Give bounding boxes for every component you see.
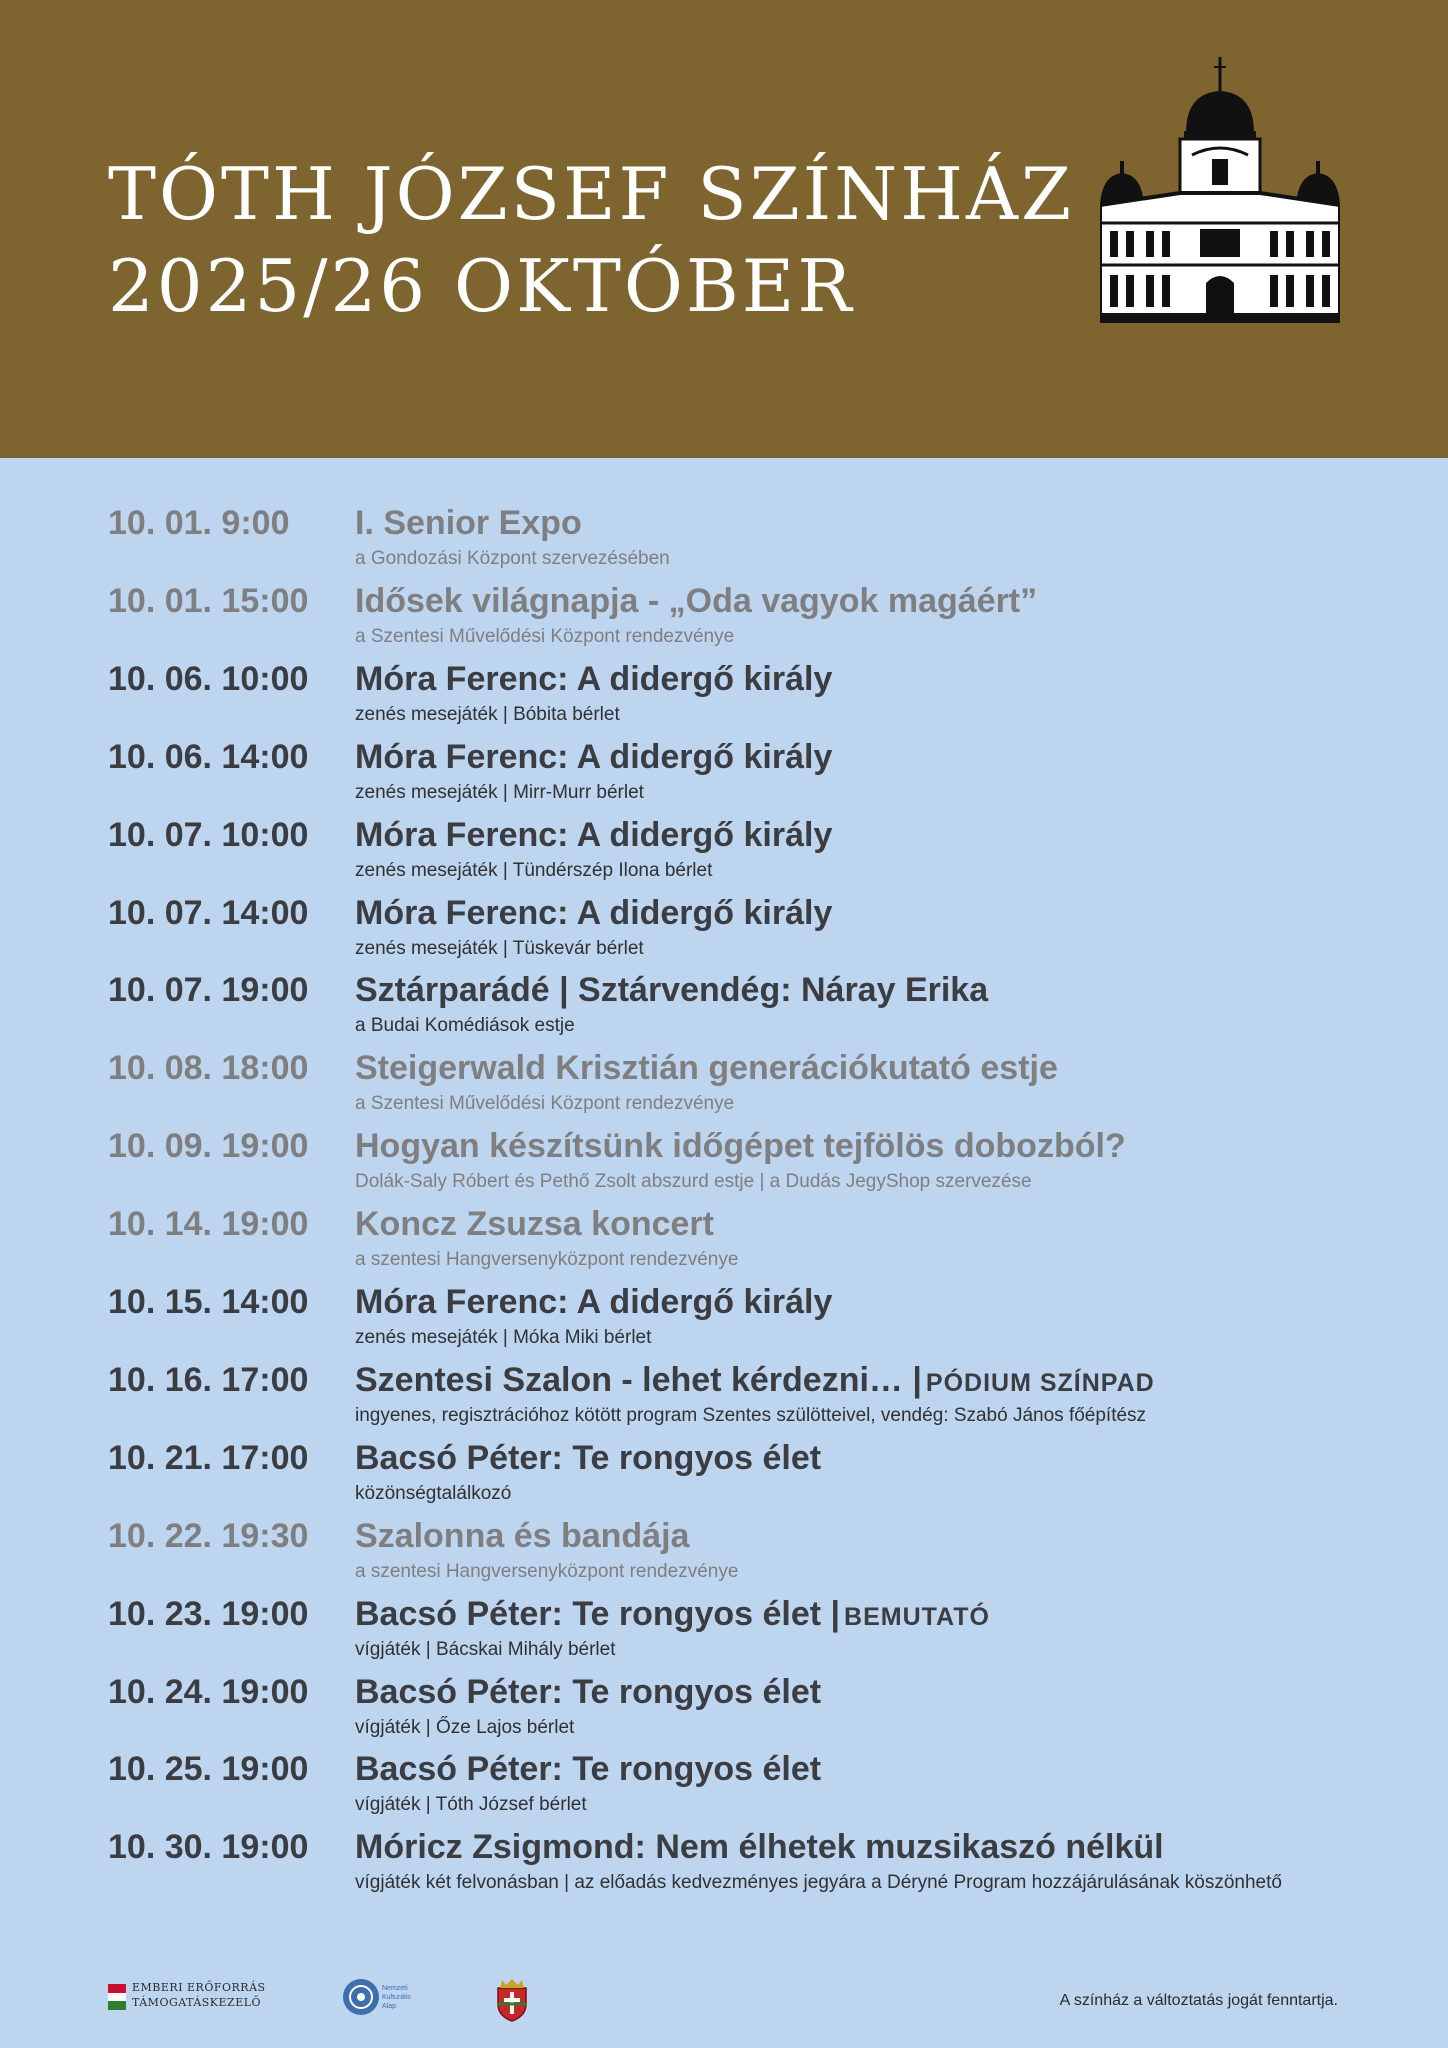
event-description: Dolák-Saly Róbert és Pethő Zsolt abszurd estje | a Dudás JegyShop szervezése — [355, 1171, 1032, 1192]
event-title — [355, 1750, 821, 1789]
event-row — [0, 1513, 1448, 1585]
event-datetime: 10. 30. 19:00 — [108, 1828, 309, 1866]
event-title-text: Szalonna és bandája — [355, 1517, 690, 1555]
event-row — [0, 890, 1448, 962]
event-datetime: 10. 07. 10:00 — [108, 816, 309, 854]
event-description: vígjáték két felvonásban | az előadás kedvezményes jegyára a Déryné Program hozzájárulásának köszönhető — [355, 1872, 1282, 1893]
event-row — [0, 500, 1448, 572]
event-description: zenés mesejáték | Bóbita bérlet — [355, 704, 620, 725]
event-description: ingyenes, regisztrációhoz kötött program Szentes szülötteivel, vendég: Szabó János főépítész — [355, 1405, 1147, 1426]
event-row — [0, 734, 1448, 806]
event-title — [355, 1828, 1164, 1867]
event-row — [0, 1435, 1448, 1507]
event-datetime: 10. 15. 14:00 — [108, 1283, 309, 1321]
event-title-text: Móra Ferenc: A didergő király — [355, 1283, 833, 1321]
event-title — [355, 1361, 1155, 1400]
event-description: vígjáték | Bácskai Mihály bérlet — [355, 1639, 616, 1660]
event-title — [355, 894, 832, 933]
event-row — [0, 1045, 1448, 1117]
event-title-text: I. Senior Expo — [355, 504, 582, 542]
disclaimer-text: A színház a változtatás jogát fenntartja. — [1059, 1992, 1338, 2009]
event-title-text: Móra Ferenc: A didergő király — [355, 816, 833, 854]
event-datetime: 10. 14. 19:00 — [108, 1205, 309, 1243]
event-description: a Gondozási Központ szervezésében — [355, 548, 670, 569]
event-description: zenés mesejáték | Móka Miki bérlet — [355, 1327, 652, 1348]
event-description: a Szentesi Művelődési Központ rendezvénye — [355, 1093, 735, 1114]
event-datetime: 10. 09. 19:00 — [108, 1127, 309, 1165]
event-title-text: Móra Ferenc: A didergő király — [355, 894, 833, 932]
event-description: a Budai Komédiások estje — [355, 1015, 575, 1036]
event-title — [355, 504, 582, 543]
event-title-text: Hogyan készítsünk időgépet tejfölös dobozból? — [355, 1127, 1126, 1165]
event-row — [0, 812, 1448, 884]
event-title — [355, 816, 832, 855]
event-description: közönségtalálkozó — [355, 1483, 512, 1504]
event-datetime: 10. 24. 19:00 — [108, 1673, 309, 1711]
event-datetime: 10. 22. 19:30 — [108, 1517, 309, 1555]
event-title — [355, 1673, 821, 1712]
event-row — [0, 1201, 1448, 1273]
event-datetime: 10. 07. 19:00 — [108, 971, 309, 1009]
event-venue-tag: PÓDIUM SZÍNPAD — [925, 1369, 1155, 1397]
event-title-text: Bacsó Péter: Te rongyos élet | — [355, 1595, 841, 1633]
event-title-text: Koncz Zsuzsa koncert — [355, 1205, 714, 1243]
event-datetime: 10. 07. 14:00 — [108, 894, 309, 932]
event-datetime: 10. 06. 10:00 — [108, 660, 309, 698]
event-title — [355, 1595, 990, 1634]
event-title-text: Sztárparádé | Sztárvendég: Náray Erika — [355, 971, 989, 1009]
event-row — [0, 656, 1448, 728]
event-description: vígjáték | Őze Lajos bérlet — [355, 1717, 575, 1738]
event-title-text: Bacsó Péter: Te rongyos élet — [355, 1750, 822, 1788]
event-venue-tag: BEMUTATÓ — [844, 1603, 990, 1631]
event-row — [0, 1824, 1448, 1896]
title-season-month: 2025/26 OKTÓBER — [108, 244, 855, 328]
event-title-text: Bacsó Péter: Te rongyos élet — [355, 1439, 822, 1477]
event-title-text: Idősek világnapja - „Oda vagyok magáért” — [355, 582, 1038, 620]
city-crest-icon — [494, 1978, 530, 2022]
event-title-text: Bacsó Péter: Te rongyos élet — [355, 1673, 822, 1711]
footer — [0, 1960, 1448, 2048]
event-title — [355, 1205, 714, 1244]
event-row — [0, 1746, 1448, 1818]
event-title-text: Móra Ferenc: A didergő király — [355, 660, 833, 698]
title-theater-name: TÓTH JÓZSEF SZÍNHÁZ — [108, 152, 1074, 236]
event-title-text: Móricz Zsigmond: Nem élhetek muzsikaszó nélkül — [355, 1828, 1164, 1866]
event-title — [355, 582, 1037, 621]
event-title — [355, 1127, 1126, 1166]
event-datetime: 10. 08. 18:00 — [108, 1049, 309, 1087]
event-title-text: Szentesi Szalon - lehet kérdezni… | — [355, 1361, 922, 1399]
theater-building-icon — [1100, 55, 1340, 327]
event-title-text: Móra Ferenc: A didergő király — [355, 738, 833, 776]
event-description: zenés mesejáték | Tündérszép Ilona bérlet — [355, 860, 713, 881]
event-title — [355, 660, 832, 699]
event-datetime: 10. 16. 17:00 — [108, 1361, 309, 1399]
header-banner — [0, 0, 1448, 458]
event-datetime: 10. 21. 17:00 — [108, 1439, 309, 1477]
event-title — [355, 1049, 1058, 1088]
event-description: a szentesi Hangversenyközpont rendezvénye — [355, 1249, 739, 1270]
emmi-logo-text: EMBERI ERŐFORRÁS TÁMOGATÁSKEZELŐ — [132, 1981, 266, 2009]
event-title-text: Steigerwald Krisztián generációkutató estje — [355, 1049, 1058, 1087]
nka-logo — [342, 1978, 432, 2022]
event-description: zenés mesejáték | Mirr-Murr bérlet — [355, 782, 644, 803]
event-title — [355, 1439, 821, 1478]
event-datetime: 10. 25. 19:00 — [108, 1750, 309, 1788]
emmi-logo — [108, 1980, 278, 2020]
event-row — [0, 1669, 1448, 1741]
event-description: a szentesi Hangversenyközpont rendezvénye — [355, 1561, 739, 1582]
event-description: zenés mesejáték | Tüskevár bérlet — [355, 938, 644, 959]
nka-logo-text: Nemzeti Kulturális Alap — [382, 1985, 411, 2010]
event-row — [0, 967, 1448, 1039]
event-title — [355, 1283, 832, 1322]
event-row — [0, 1591, 1448, 1663]
event-description: vígjáték | Tóth József bérlet — [355, 1794, 587, 1815]
event-title — [355, 738, 832, 777]
event-datetime: 10. 01. 9:00 — [108, 504, 290, 542]
event-title — [355, 1517, 689, 1556]
event-datetime: 10. 23. 19:00 — [108, 1595, 309, 1633]
event-datetime: 10. 01. 15:00 — [108, 582, 309, 620]
event-description: a Szentesi Művelődési Központ rendezvénye — [355, 626, 735, 647]
hungarian-flag-icon — [108, 1984, 126, 2010]
event-row — [0, 578, 1448, 650]
event-row — [0, 1357, 1448, 1429]
event-title — [355, 971, 988, 1010]
event-row — [0, 1123, 1448, 1195]
nka-emblem-icon — [342, 1978, 380, 2016]
event-row — [0, 1279, 1448, 1351]
event-datetime: 10. 06. 14:00 — [108, 738, 309, 776]
